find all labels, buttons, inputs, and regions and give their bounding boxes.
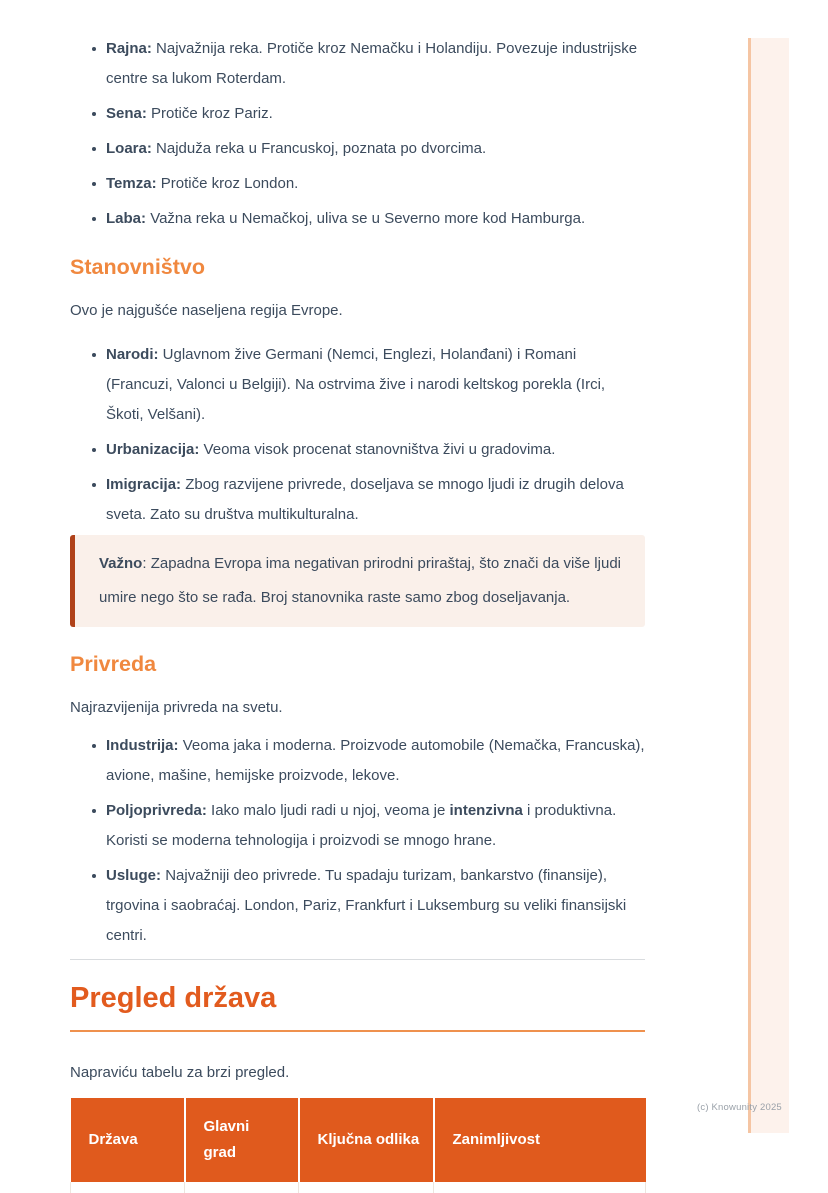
list-item-text: Najvažniji deo privrede. Tu spadaju turizam, bankarstvo (finansije), trgovina i saobraćaj. London, Pariz, Frankfurt i Luksemburg su veliki finansijski centri. xyxy=(106,867,627,944)
list-item-usluge xyxy=(106,861,645,951)
economy-intro: Najrazvijenija privreda na svetu. xyxy=(70,699,283,716)
callout-text xyxy=(99,547,621,615)
list-item-label: Laba: xyxy=(106,210,147,227)
list-item-label: Temza: xyxy=(106,175,157,192)
countries-table xyxy=(70,1098,646,1193)
list-item-label: Industrija: xyxy=(106,737,179,754)
list-item-label: Usluge: xyxy=(106,867,162,884)
list-item-text: Najvažnija reka. Protiče kroz Nemačku i Holandiju. Povezuje industrijske centre sa lukom Roterdam. xyxy=(106,40,638,87)
table-intro: Napraviću tabelu za brzi pregled. xyxy=(70,1064,290,1081)
list-item-label: Sena: xyxy=(106,105,147,122)
list-item-label: Narodi: xyxy=(106,346,159,363)
rivers-list xyxy=(70,34,645,234)
document-content xyxy=(70,0,645,1193)
list-item-label: Urbanizacija: xyxy=(106,441,200,458)
list-item-text-bold: intenzivna xyxy=(449,802,523,819)
section-heading-privreda: Privreda xyxy=(70,652,157,676)
column-header-zanimljivost: Zanimljivost xyxy=(434,1098,646,1182)
list-item-urbanizacija xyxy=(106,435,645,465)
list-item-text: Važna reka u Nemačkoj, uliva se u Severno more kod Hamburga. xyxy=(150,210,586,227)
page-edge-stripe xyxy=(748,38,789,1133)
list-item-industrija xyxy=(106,731,645,791)
list-item-sena xyxy=(106,99,645,129)
list-item-text: Najduža reka u Francuskoj, poznata po dvorcima. xyxy=(156,140,487,157)
column-header-kljucna-odlika: Ključna odlika xyxy=(299,1098,434,1182)
list-item-label: Rajna: xyxy=(106,40,152,57)
column-header-drzava: Država xyxy=(71,1098,185,1182)
list-item-laba xyxy=(106,204,645,234)
table-cell xyxy=(185,1182,299,1193)
population-list xyxy=(70,340,645,530)
list-item-poljoprivreda xyxy=(106,796,645,856)
list-item-text: Protiče kroz Pariz. xyxy=(151,105,273,122)
economy-list xyxy=(70,731,645,951)
list-item-imigracija xyxy=(106,470,645,530)
list-item-text: Veoma visok procenat stanovništva živi u gradovima. xyxy=(203,441,556,458)
callout-body: : Zapadna Evropa ima negativan prirodni priraštaj, što znači da više ljudi umire nego što se rađa. Broj stanovnika raste samo zbog doseljavanja. xyxy=(99,555,621,606)
copyright-note: (c) Knowunity 2025 xyxy=(697,1102,782,1113)
list-item-temza xyxy=(106,169,645,199)
table-cell xyxy=(434,1182,646,1193)
table-header-row xyxy=(71,1098,646,1182)
list-item-rajna xyxy=(106,34,645,94)
list-item-text-post: i produktivna. Koristi se moderna tehnologija i proizvodi se mnogo hrane. xyxy=(106,802,617,849)
column-header-glavni-grad: Glavni grad xyxy=(185,1098,299,1182)
section-heading-stanovnistvo: Stanovništvo xyxy=(70,255,205,279)
list-item-text: Veoma jaka i moderna. Proizvode automobile (Nemačka, Francuska), avione, mašine, hemijske proizvode, lekove. xyxy=(106,737,645,784)
list-item-text: Protiče kroz London. xyxy=(160,175,299,192)
list-item-label: Imigracija: xyxy=(106,476,182,493)
section-divider xyxy=(70,959,645,960)
list-item-loara xyxy=(106,134,645,164)
list-item-label: Loara: xyxy=(106,140,152,157)
list-item-text-pre: Iako malo ljudi radi u njoj, veoma je xyxy=(211,802,450,819)
page-title-pregled-drzava: Pregled država xyxy=(70,982,645,1032)
list-item-label: Poljoprivreda: xyxy=(106,802,207,819)
table-cell xyxy=(299,1182,434,1193)
important-callout xyxy=(70,535,645,627)
list-item-text: Zbog razvijene privrede, doseljava se mnogo ljudi iz drugih delova sveta. Zato su društva multikulturalna. xyxy=(106,476,624,523)
table-cell xyxy=(71,1182,185,1193)
list-item-text: Uglavnom žive Germani (Nemci, Englezi, Holanđani) i Romani (Francuzi, Valonci u Belgiji). Na ostrvima žive i narodi keltskog porekla (Irci, Škoti, Velšani). xyxy=(106,346,606,423)
population-intro: Ovo je najgušće naseljena regija Evrope. xyxy=(70,302,343,319)
list-item-narodi xyxy=(106,340,645,430)
callout-label: Važno xyxy=(99,555,143,572)
table-row xyxy=(71,1182,646,1193)
